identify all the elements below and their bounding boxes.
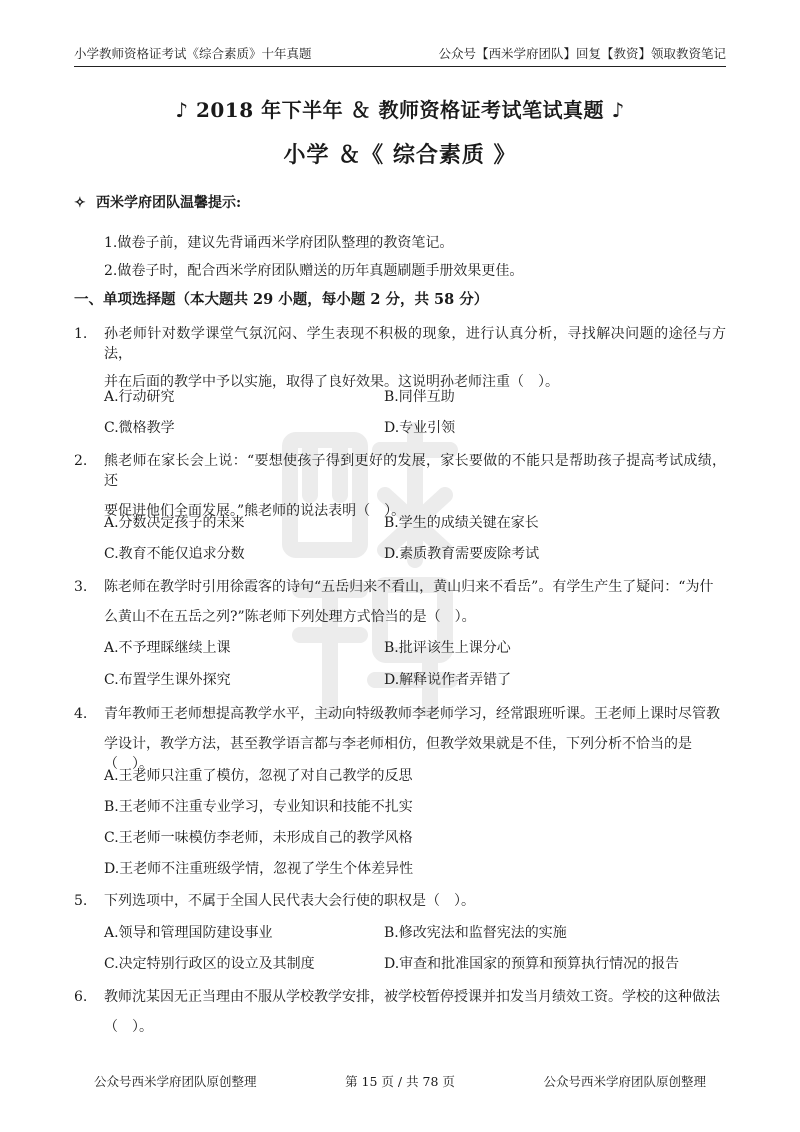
question-6 bbox=[74, 987, 726, 1037]
option-a[interactable]: A.分数决定孩子的未来 bbox=[104, 515, 245, 531]
option-a[interactable]: A.领导和管理国防建设事业 bbox=[104, 925, 273, 941]
option-a[interactable]: A.行动研究 bbox=[104, 389, 175, 405]
option-b[interactable]: B.王老师不注重专业学习，专业知识和技能不扎实 bbox=[104, 799, 413, 815]
question-text: 陈老师在教学时引用徐霞客的诗句“五岳归来不看山，黄山归来不看岳”。有学生产生了疑问：“为什 bbox=[104, 579, 714, 595]
option-d[interactable]: D.审查和批准国家的预算和预算执行情况的报告 bbox=[384, 956, 680, 972]
tips-heading bbox=[74, 193, 726, 213]
question-text: 教师沈某因无正当理由不服从学校教学安排，被学校暂停授课并扣发当月绩效工资。学校的这种做法 bbox=[104, 989, 720, 1005]
footer-right-text: 公众号西米学府团队原创整理 bbox=[543, 1074, 706, 1089]
question-text-continued: 么黄山不在五岳之列?”陈老师下列处理方式恰当的是（ ）。 bbox=[104, 609, 476, 625]
question-text-continued: 学设计，教学方法，甚至教学语言都与李老师相仿，但教学效果就是不佳，下列分析不恰当的是（ ）。 bbox=[104, 736, 692, 772]
tip-item: 1.做卷子前，建议先背诵西米学府团队整理的教资笔记。 bbox=[104, 235, 454, 251]
question-text-continued: 要促进他们全面发展。”熊老师的说法表明（ ）。 bbox=[104, 503, 406, 519]
question-number: 4. bbox=[74, 706, 88, 722]
question-1 bbox=[74, 324, 726, 392]
question-number: 1. bbox=[74, 326, 88, 342]
question-number: 5. bbox=[74, 893, 88, 909]
tip-item: 2.做卷子时，配合西米学府团队赠送的历年真题刷题手册效果更佳。 bbox=[104, 263, 524, 279]
question-5 bbox=[74, 891, 726, 911]
option-a[interactable]: A.不予理睬继续上课 bbox=[104, 640, 231, 656]
option-c[interactable]: C.教育不能仅追求分数 bbox=[104, 546, 245, 562]
question-4 bbox=[74, 704, 726, 774]
option-c[interactable]: C.决定特别行政区的设立及其制度 bbox=[104, 956, 315, 972]
tips-heading-text: 西米学府团队温馨提示: bbox=[96, 195, 242, 211]
option-d[interactable]: D.专业引领 bbox=[384, 420, 456, 436]
question-text: 熊老师在家长会上说：“要想使孩子得到更好的发展，家长要做的不能只是帮助孩子提高考试成绩，还 bbox=[104, 453, 726, 489]
header-left-text: 小学教师资格证考试《综合素质》十年真题 bbox=[74, 46, 312, 61]
section-title: 一、单项选择题（本大题共 29 小题，每小题 2 分，共 58 分） bbox=[74, 291, 489, 308]
option-d[interactable]: D.王老师不注重班级学情，忽视了学生个体差异性 bbox=[104, 861, 414, 877]
page-number: 第 15 页 / 共 78 页 bbox=[345, 1074, 455, 1089]
exam-title: ♪ 2018 年下半年 ＆ 教师资格证考试笔试真题 ♪ bbox=[175, 98, 625, 122]
question-2 bbox=[74, 451, 726, 521]
question-number: 6. bbox=[74, 989, 88, 1005]
question-text: 青年教师王老师想提高教学水平，主动向特级教师李老师学习，经常跟班听课。王老师上课时尽管教 bbox=[104, 706, 720, 722]
sparkle-diamond-icon: ✧ bbox=[74, 195, 86, 211]
option-b[interactable]: B.同伴互助 bbox=[384, 389, 455, 405]
option-c[interactable]: C.布置学生课外探究 bbox=[104, 672, 231, 688]
question-text: 下列选项中，不属于全国人民代表大会行使的职权是（ ）。 bbox=[104, 893, 475, 909]
option-a[interactable]: A.王老师只注重了模仿，忽视了对自己教学的反思 bbox=[104, 768, 413, 784]
option-b[interactable]: B.学生的成绩关键在家长 bbox=[384, 515, 539, 531]
header-right-text: 公众号【西米学府团队】回复【教资】领取教资笔记 bbox=[438, 46, 726, 61]
question-number: 3. bbox=[74, 579, 88, 595]
question-3 bbox=[74, 577, 726, 627]
option-b[interactable]: B.修改宪法和监督宪法的实施 bbox=[384, 925, 567, 941]
option-c[interactable]: C.王老师一味模仿李老师，未形成自己的教学风格 bbox=[104, 830, 413, 846]
option-c[interactable]: C.微格教学 bbox=[104, 420, 175, 436]
option-d[interactable]: D.解释说作者弄错了 bbox=[384, 672, 512, 688]
question-text-continued: （ ）。 bbox=[104, 1019, 153, 1035]
page-header bbox=[74, 40, 726, 67]
question-number: 2. bbox=[74, 453, 88, 469]
footer-left-text: 公众号西米学府团队原创整理 bbox=[94, 1074, 257, 1089]
option-d[interactable]: D.素质教育需要废除考试 bbox=[384, 546, 540, 562]
question-text-continued: 并在后面的教学中予以实施，取得了良好效果。这说明孙老师注重（ ）。 bbox=[104, 374, 559, 390]
exam-subtitle: 小学 ＆《 综合素质 》 bbox=[283, 142, 517, 168]
option-b[interactable]: B.批评该生上课分心 bbox=[384, 640, 511, 656]
question-text: 孙老师针对数学课堂气氛沉闷、学生表现不积极的现象，进行认真分析，寻找解决问题的途径与方法， bbox=[104, 326, 726, 362]
